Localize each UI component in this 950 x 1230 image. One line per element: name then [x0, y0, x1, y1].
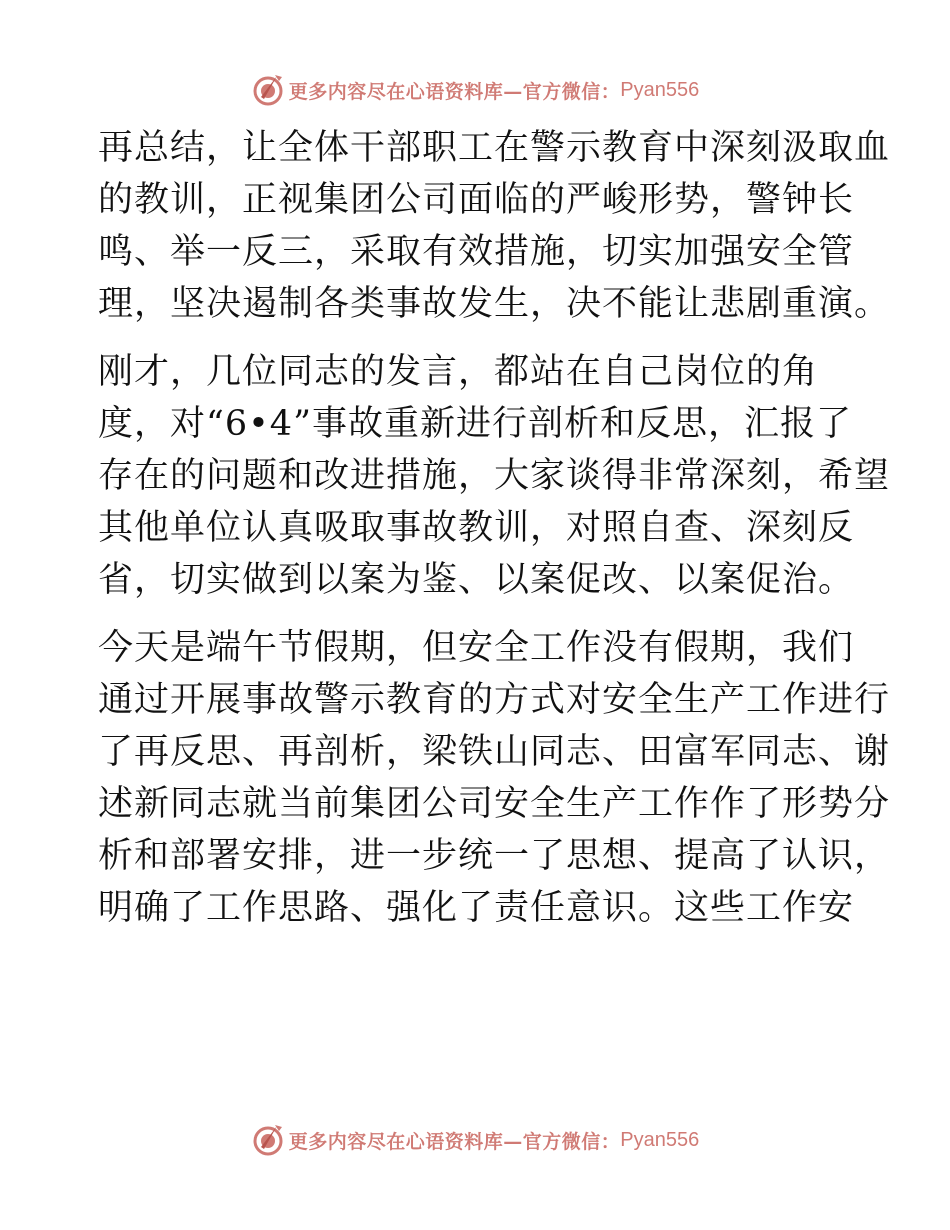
text-line: 的教训，正视集团公司面临的严峻形势，警钟长: [98, 180, 855, 220]
footer-banner-text: 更多内容尽在心语资料库—官方微信：: [288, 1130, 621, 1153]
text-line: 述新同志就当前集团公司安全生产工作作了形势分: [98, 784, 891, 824]
text-line: 度，对“6•4”事故重新进行剖析和反思，汇报了: [98, 404, 852, 444]
text-line: 刚才，几位同志的发言，都站在自己岗位的角: [98, 352, 819, 392]
footer-wechat-id: Pyan556: [620, 1128, 700, 1151]
text-line: 鸣、举一反三，采取有效措施，切实加强安全管: [98, 232, 855, 272]
paragraph: [98, 346, 891, 606]
text-line: 其他单位认真吸取事故教训，对照自查、深刻反: [98, 508, 855, 548]
header-banner: [0, 70, 950, 110]
paragraph: [98, 122, 891, 330]
text-line: 明确了工作思路、强化了责任意识。这些工作安: [98, 888, 855, 928]
text-line: 存在的问题和改进措施，大家谈得非常深刻，希望: [98, 456, 891, 496]
text-line: 析和部署安排，进一步统一了思想、提高了认识，: [98, 836, 891, 876]
feather-pen-logo-icon: [251, 1123, 285, 1157]
text-line: 今天是端午节假期，但安全工作没有假期，我们: [98, 628, 855, 668]
text-line: 通过开展事故警示教育的方式对安全生产工作进行: [98, 680, 891, 720]
text-line: 再总结，让全体干部职工在警示教育中深刻汲取血: [98, 128, 891, 168]
footer-banner: [0, 1120, 950, 1160]
text-line: 理，坚决遏制各类事故发生，决不能让悲剧重演。: [98, 284, 891, 324]
paragraph: [98, 622, 891, 934]
document-body: [98, 122, 891, 950]
text-line: 了再反思、再剖析，梁铁山同志、田富军同志、谢: [98, 732, 891, 772]
feather-pen-logo-icon: [251, 73, 285, 107]
header-banner-text: 更多内容尽在心语资料库—官方微信：: [288, 80, 621, 103]
header-wechat-id: Pyan556: [620, 78, 700, 101]
text-line: 省，切实做到以案为鉴、以案促改、以案促治。: [98, 560, 855, 600]
